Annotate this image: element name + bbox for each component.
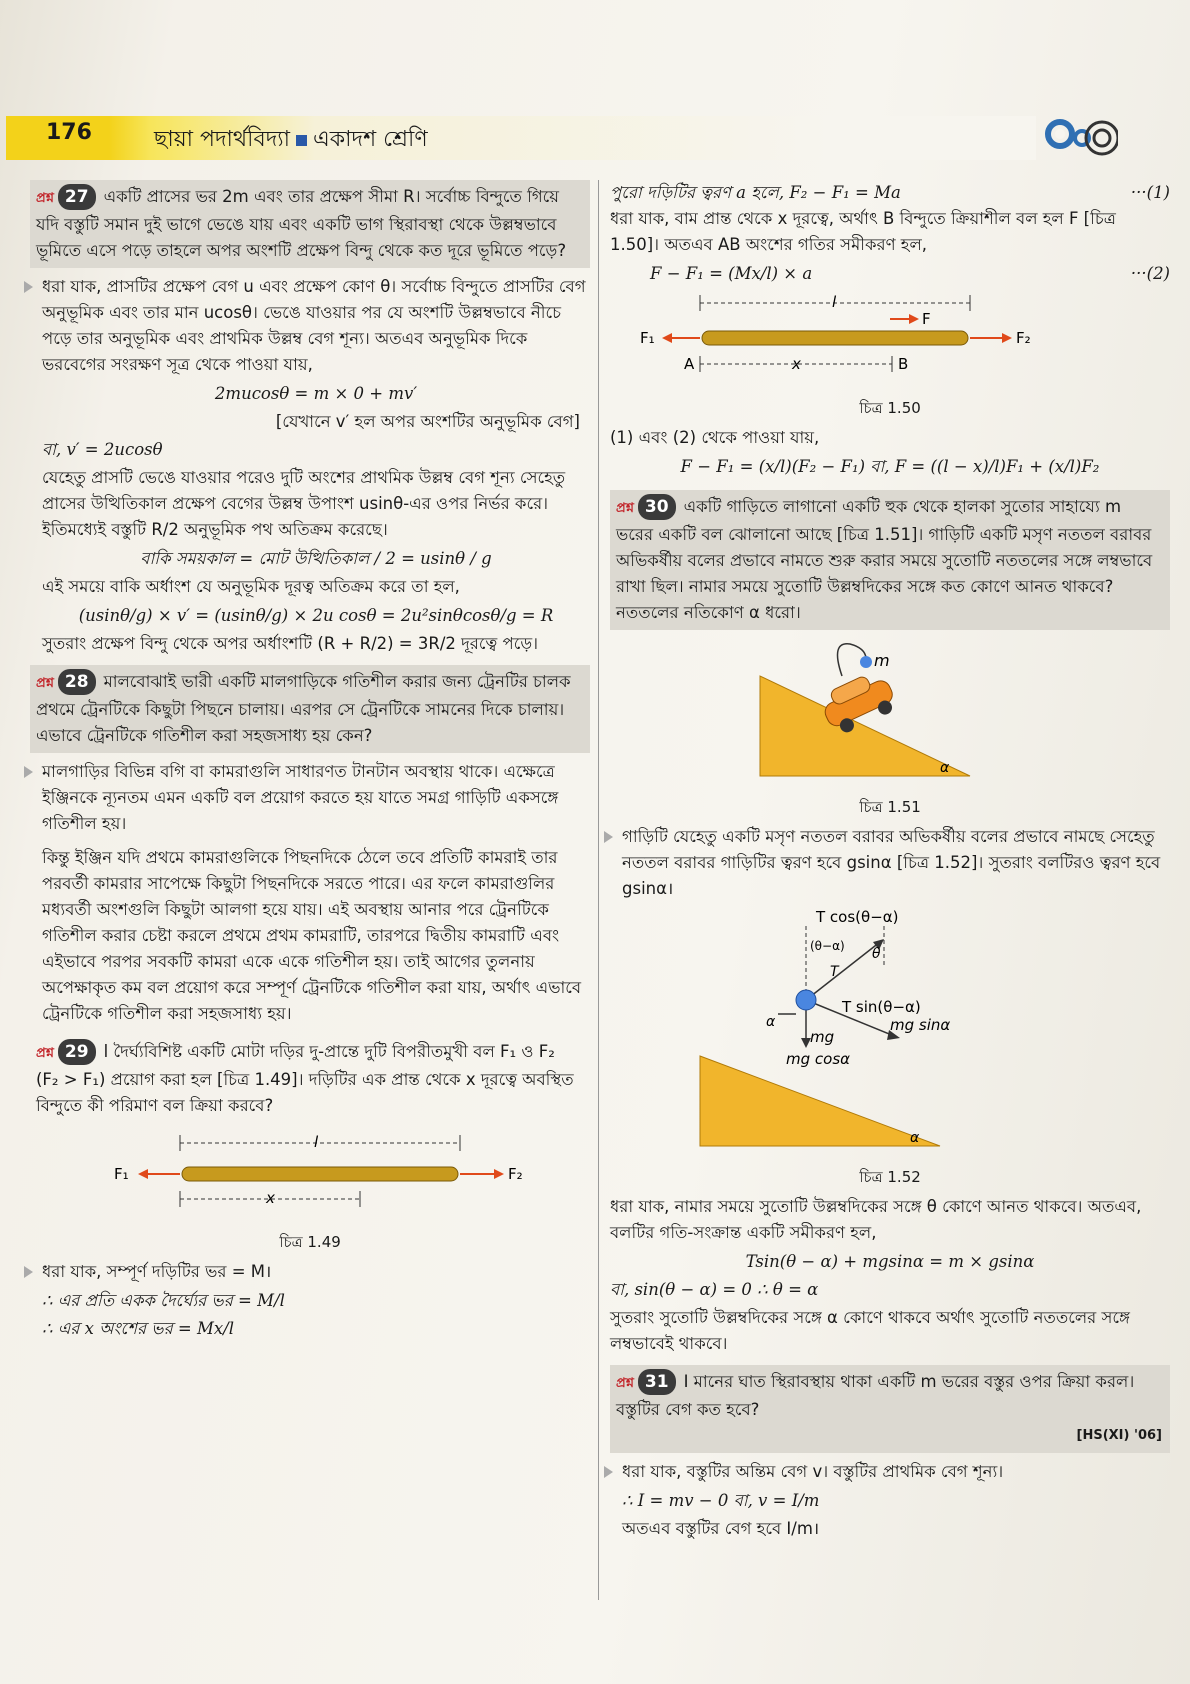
right-column <box>610 180 1170 1546</box>
mg-cos-label: mg cosα <box>786 1050 851 1068</box>
equation: Tsin(θ − α) + mgsinα = m × gsinα <box>745 1252 1035 1271</box>
answer-paragraph: মালগাড়ির বিভিন্ন বগি বা কামরাগুলি সাধারণত টানটান অবস্থায় থাকে। এক্ষেত্রে ইঞ্জিনকে ন্যূনতম এমন একটি বল প্রয়োগ করতে হয় যাতে সমগ্র গাড়িটি একসঙ্গে গতিশীল হয়। <box>42 762 559 833</box>
equation: বা, v′ = 2ucosθ <box>42 440 163 459</box>
question-31 <box>610 1365 1170 1453</box>
force-f-label: F <box>922 310 931 328</box>
car-on-incline-diagram <box>610 636 1170 786</box>
gear-icon <box>1038 108 1118 164</box>
question-badge: প্রশ্ন <box>36 676 54 691</box>
answer-paragraph: অতএব বস্তুটির বেগ হবে I/m। <box>622 1519 820 1538</box>
question-27 <box>30 180 590 268</box>
source-tag: [HS(XI) '06] <box>1076 1428 1162 1443</box>
equation: বা, sin(θ − α) = 0 ∴ θ = α <box>610 1280 819 1299</box>
question-text: একটি গাড়িতে লাগানো একটি হুক থেকে হালকা সুতোর সাহায্যে m ভরের একটি বল ঝোলানো আছে [চিত্র 1.51]। গাড়িটি একটি মসৃণ নততল বরাবর অভিকর্ষীয় বলের প্রভাবে নামতে শুরু করার সময়ে সুতোটি নততলের সঙ্গে লম্বভাবে রাখা ছিল। নামার সময়ে সুতোটি উল্লম্বদিকের সঙ্গে কত কোণে আনত থাকবে? নততলের নতিকোণ α ধরো। <box>616 497 1153 622</box>
figure-caption: চিত্র 1.52 <box>859 1168 921 1186</box>
theta-label: θ <box>872 946 881 962</box>
answer-paragraph: যেহেতু প্রাসটি ভেঙে যাওয়ার পরেও দুটি অংশের প্রাথমিক উল্লম্ব বেগ শূন্য সেহেতু প্রাসের উত্থিতিকাল প্রক্ষেপ বেগের উল্লম্ব উপাংশ usinθ-এর ওপর নির্ভর করে। ইতিমধ্যেই বস্তুটি R/2 অনুভূমিক পথ অতিক্রম করেছে। <box>42 468 566 539</box>
tension-label: T <box>830 964 839 980</box>
answer-paragraph: ধরা যাক, প্রাসটির প্রক্ষেপ বেগ u এবং প্রক্ষেপ কোণ θ। সর্বোচ্চ বিন্দুতে প্রাসটির বেগ অনুভূমিক এবং তার মান ucosθ। ভেঙে যাওয়ার পর যে অংশটি উল্লম্বভাবে নীচে পড়ে তার অনুভূমিক এবং প্রাথমিক উল্লম্ব বেগ শূন্য। অতএব অনুভূমিক দিকে ভরবেগের সংরক্ষণ সূত্র থেকে পাওয়া যায়, <box>42 277 586 374</box>
answer-29 <box>30 1259 590 1342</box>
point-a-label: A <box>684 355 695 373</box>
figure-1-49 <box>30 1129 590 1255</box>
answer-paragraph: এই সময়ে বাকি অর্ধাংশ যে অনুভূমিক দূরত্ব অতিক্রম করে তা হল, <box>42 577 460 596</box>
tension-sin-label: T sin(θ−α) <box>842 998 921 1016</box>
force-f1-label: F₁ <box>114 1165 129 1183</box>
figure-1-51 <box>610 636 1170 820</box>
figure-caption: চিত্র 1.50 <box>859 399 921 417</box>
question-number: 27 <box>58 184 96 210</box>
question-text: মালবোঝাই ভারী একটি মালগাড়িকে গতিশীল করার জন্য ট্রেনটির চালক প্রথমে ট্রেনটিকে কিছুটা পিছনে চালায়। এরপর সে ট্রেনটিকে সামনের দিকে চালায়। এভাবে ট্রেনটিকে গতিশীল করা সহজসাধ্য হয় কেন? <box>36 672 571 745</box>
left-column <box>30 180 590 1346</box>
square-bullet-icon <box>296 135 307 146</box>
answer-paragraph: ধরা যাক, সম্পূর্ণ দড়িটির ভর = M। <box>42 1262 272 1281</box>
question-30 <box>610 490 1170 630</box>
question-text: একটি প্রাসের ভর 2m এবং তার প্রক্ষেপ সীমা R। সর্বোচ্চ বিন্দুতে গিয়ে যদি বস্তুটি সমান দুই ভাগে ভেঙে যায় এবং একটি ভাগ স্থিরাবস্থা থেকে উল্লম্বভাবে ভূমিতে এসে পড়ে তাহলে অপর অংশটি প্রক্ষেপ বিন্দু থেকে কত দূরে ভূমিতে পড়ে? <box>36 187 567 260</box>
force-diagram <box>610 906 1170 1156</box>
mg-label: mg <box>810 1028 835 1046</box>
question-28 <box>30 665 590 753</box>
answer-paragraph: সুতরাং সুতোটি উল্লম্বদিকের সঙ্গে α কোণে থাকবে অর্থাৎ সুতোটি নততলের সঙ্গে লম্বভাবেই থাকবে। <box>610 1308 1130 1353</box>
angle-label: α <box>910 1130 920 1146</box>
mass-label: m <box>874 651 890 670</box>
question-text: I মানের ঘাত স্থিরাবস্থায় থাকা একটি m ভরের বস্তুর ওপর ক্রিয়া করল। বস্তুটির বেগ কত হবে? <box>616 1372 1135 1419</box>
question-badge: প্রশ্ন <box>616 501 634 516</box>
rope-diagram <box>30 1129 590 1221</box>
answer-30 <box>610 824 1170 902</box>
answer-28 <box>30 759 590 1027</box>
answer-paragraph: গাড়িটি যেহেতু একটি মসৃণ নততল বরাবর অভিকর্ষীয় বলের প্রভাবে নামছে সেহেতু নততল বরাবর গাড়িটির ত্বরণ হবে gsinα [চিত্র 1.52]। সুতরাং বলটিরও ত্বরণ হবে gsinα। <box>622 827 1161 898</box>
question-badge: প্রশ্ন <box>616 1376 634 1391</box>
equation-row <box>610 180 1170 206</box>
answer-paragraph: ধরা যাক, নামার সময়ে সুতোটি উল্লম্বদিকের সঙ্গে θ কোণে আনত থাকবে। অতএব, বলটির গতি-সংক্রান্ত একটি সমীকরণ হল, <box>610 1197 1142 1242</box>
equation: বাকি সময়কাল = মোট উত্থিতিকাল / 2 = usinθ / g <box>140 549 492 568</box>
figure-1-52 <box>610 906 1170 1190</box>
equation: (usinθ/g) × v′ = (usinθ/g) × 2u cosθ = 2u²sinθcosθ/g = R <box>78 606 554 625</box>
answer-marker-icon <box>24 766 33 778</box>
question-29 <box>30 1035 590 1123</box>
column-divider <box>598 180 599 1600</box>
angle-label: α <box>940 760 950 776</box>
answer-marker-icon <box>604 831 613 843</box>
force-f1-label: F₁ <box>640 329 655 347</box>
equation: 2mucosθ = m × 0 + mv′ <box>214 384 418 403</box>
figure-caption: চিত্র 1.49 <box>279 1233 341 1251</box>
answer-marker-icon <box>604 1466 613 1478</box>
point-b-label: B <box>898 355 909 373</box>
equation: F − F₁ = (x/l)(F₂ − F₁) বা, F = ((l − x)/l)F₁ + (x/l)F₂ <box>680 457 1100 476</box>
book-title <box>154 122 428 159</box>
answer-paragraph: সুতরাং প্রক্ষেপ বিন্দু থেকে অপর অর্ধাংশটি (R + R/2) = 3R/2 দূরত্বে পড়ে। <box>42 634 539 653</box>
question-badge: প্রশ্ন <box>36 191 54 206</box>
equation: ∴ I = mv − 0 বা, v = I/m <box>622 1491 820 1510</box>
question-number: 29 <box>58 1039 96 1065</box>
question-number: 30 <box>638 494 676 520</box>
equation: ∴ এর x অংশের ভর = Mx/l <box>42 1319 234 1338</box>
equation-row <box>610 261 1170 287</box>
equation-note: [যেখানে v′ হল অপর অংশটির অনুভূমিক বেগ] <box>275 412 580 431</box>
question-badge: প্রশ্ন <box>36 1046 54 1061</box>
answer-31 <box>610 1459 1170 1542</box>
equation-tag: ···(1) <box>1130 183 1170 202</box>
length-label: l <box>314 1133 319 1151</box>
answer-paragraph: (1) এবং (2) থেকে পাওয়া যায়, <box>610 428 820 447</box>
equation-tag: ···(2) <box>1130 264 1170 283</box>
rope-diagram <box>610 291 1170 387</box>
figure-caption: চিত্র 1.51 <box>859 798 921 816</box>
page-number: 176 <box>46 120 92 145</box>
angle-label: α <box>766 1014 776 1030</box>
answer-27 <box>30 274 590 657</box>
answer-paragraph: ধরা যাক, বস্তুটির অন্তিম বেগ v। বস্তুটির প্রাথমিক বেগ শূন্য। <box>622 1462 1004 1481</box>
figure-1-50 <box>610 291 1170 421</box>
tension-cos-label: T cos(θ−α) <box>816 908 899 926</box>
page-header <box>6 108 1106 164</box>
question-number: 31 <box>638 1369 676 1395</box>
question-number: 28 <box>58 669 96 695</box>
answer-marker-icon <box>24 281 33 293</box>
length-label: l <box>832 293 837 311</box>
x-label: x <box>266 1189 275 1207</box>
equation: F − F₁ = (Mx/l) × a <box>650 264 813 283</box>
book-name: ছায়া পদার্থবিদ্যা <box>154 127 291 152</box>
answer-marker-icon <box>24 1266 33 1278</box>
theta-alpha-label: (θ−α) <box>810 939 845 953</box>
force-f2-label: F₂ <box>1016 329 1031 347</box>
answer-paragraph: কিন্তু ইঞ্জিন যদি প্রথমে কামরাগুলিকে পিছনদিকে ঠেলে তবে প্রতিটি কামরাই তার পরবর্তী কামরার সাপেক্ষে কিছুটা পিছনদিকে সরতে পারে। এর ফলে কামরাগুলির মধ্যবর্তী অংশগুলি কিছুটা আলগা হয়ে যায়। এই অবস্থায় আনার পরে ট্রেনটিকে গতিশীল করার চেষ্টা করলে প্রথমে প্রথম কামরাটি, তারপরে দ্বিতীয় কামরাটি এবং এইভাবে পরপর সবকটি কামরা একে একে গতিশীল হয়। তাই আগের তুলনায় অপেক্ষাকৃত কম বল প্রয়োগ করে সম্পূর্ণ ট্রেনটিকে গতিশীল করা যায়, অর্থাৎ এভাবে ট্রেনটিকে গতিশীল করা সহজসাধ্য হয়। <box>42 848 582 1023</box>
mg-sin-label: mg sinα <box>890 1016 951 1034</box>
force-f2-label: F₂ <box>508 1165 523 1183</box>
question-text: l দৈর্ঘ্যবিশিষ্ট একটি মোটা দড়ির দু-প্রান্তে দুটি বিপরীতমুখী বল F₁ ও F₂ (F₂ > F₁) প্রয়োগ করা হল [চিত্র 1.49]। দড়িটির এক প্রান্ত থেকে x দূরত্বে অবস্থিত বিন্দুতে কী পরিমাণ বল ক্রিয়া করবে? <box>36 1042 574 1115</box>
equation: পুরো দড়িটির ত্বরণ a হলে, F₂ − F₁ = Ma <box>610 183 901 202</box>
answer-paragraph: ধরা যাক, বাম প্রান্ত থেকে x দূরত্বে, অর্থাৎ B বিন্দুতে ক্রিয়াশীল বল হল F [চিত্র 1.50]। অতএব AB অংশের গতির সমীকরণ হল, <box>610 209 1116 254</box>
class-label: একাদশ শ্রেণি <box>313 127 428 152</box>
equation: ∴ এর প্রতি একক দৈর্ঘ্যের ভর = M/l <box>42 1291 285 1310</box>
x-label: x <box>792 355 801 373</box>
